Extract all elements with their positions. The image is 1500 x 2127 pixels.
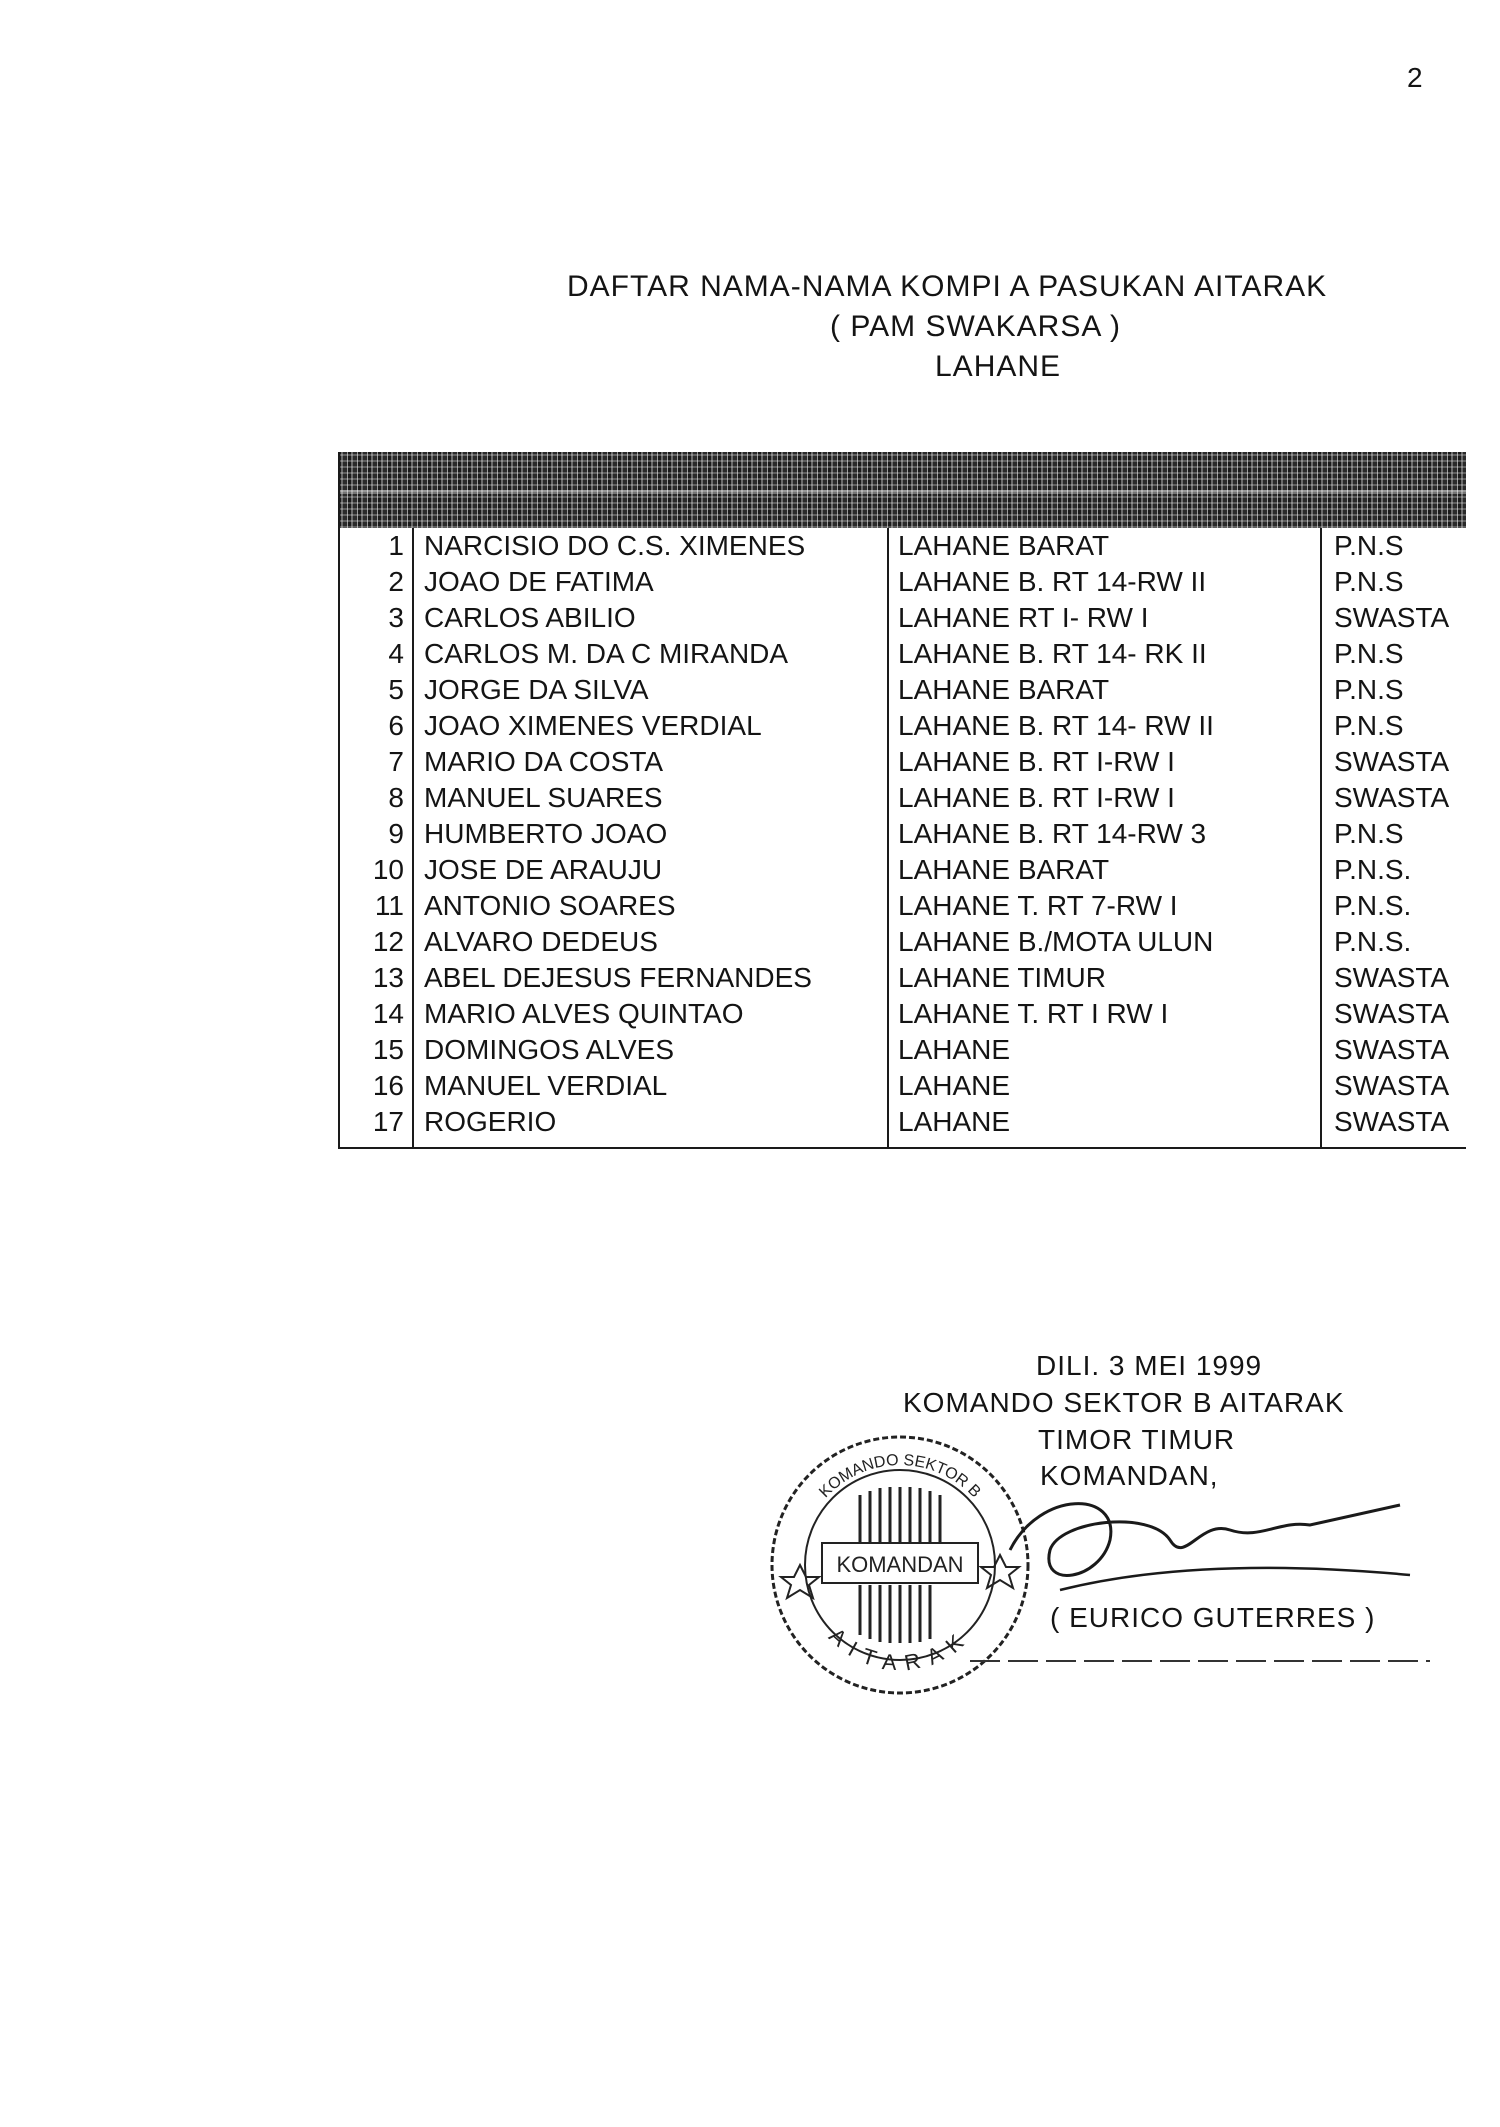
member-name: MARIO ALVES QUINTAO — [424, 998, 744, 1029]
member-address: LAHANE BARAT — [898, 854, 1110, 885]
member-name: MARIO DA COSTA — [424, 746, 664, 777]
member-address: LAHANE RT I- RW I — [898, 602, 1149, 633]
table-row — [338, 1068, 1466, 1104]
row-number: 4 — [388, 638, 404, 669]
member-address: LAHANE BARAT — [898, 530, 1110, 561]
member-name: JOAO DE FATIMA — [424, 566, 654, 597]
stamp-center-text: KOMANDAN — [836, 1552, 964, 1577]
document-subtitle: ( PAM SWAKARSA ) — [830, 310, 1122, 343]
table-bottom-border — [338, 1147, 1466, 1149]
handwritten-signature — [1000, 1480, 1420, 1620]
member-address: LAHANE T. RT 7-RW I — [898, 890, 1178, 921]
member-status: P.N.S. — [1334, 926, 1412, 957]
member-address: LAHANE B. RT I-RW I — [898, 782, 1175, 813]
member-status: SWASTA — [1334, 602, 1450, 633]
row-number: 5 — [388, 674, 404, 705]
table-row — [338, 996, 1466, 1032]
row-number: 1 — [388, 530, 404, 561]
member-name: JOSE DE ARAUJU — [424, 854, 663, 885]
member-address: LAHANE — [898, 1034, 1011, 1065]
table-body — [338, 528, 1466, 1140]
member-status: P.N.S. — [1334, 890, 1412, 921]
member-status: SWASTA — [1334, 998, 1450, 1029]
row-number: 14 — [372, 998, 404, 1029]
member-status: P.N.S. — [1334, 854, 1412, 885]
table-row — [338, 852, 1466, 888]
member-status: SWASTA — [1334, 746, 1450, 777]
stamp-bottom-text: AITARAK — [824, 1622, 976, 1676]
row-number: 8 — [388, 782, 404, 813]
member-name: CARLOS ABILIO — [424, 602, 636, 633]
member-name: NARCISIO DO C.S. XIMENES — [424, 530, 806, 561]
member-status: P.N.S — [1334, 530, 1404, 561]
row-number: 15 — [372, 1034, 404, 1065]
row-number: 2 — [388, 566, 404, 597]
row-number: 11 — [374, 890, 404, 921]
document-title: DAFTAR NAMA-NAMA KOMPI A PASUKAN AITARAK — [567, 270, 1328, 303]
table-row — [338, 1104, 1466, 1140]
member-name: CARLOS M. DA C MIRANDA — [424, 638, 789, 669]
region-name: TIMOR TIMUR — [1038, 1424, 1236, 1455]
member-address: LAHANE B. RT I-RW I — [898, 746, 1175, 777]
row-number: 13 — [372, 962, 404, 993]
table-row — [338, 924, 1466, 960]
row-number: 12 — [372, 926, 404, 957]
place-date: DILI. 3 MEI 1999 — [1036, 1350, 1263, 1381]
table-header-band — [338, 452, 1466, 528]
member-status: SWASTA — [1334, 1070, 1450, 1101]
member-address: LAHANE BARAT — [898, 674, 1110, 705]
member-name: HUMBERTO JOAO — [424, 818, 668, 849]
member-name: JOAO XIMENES VERDIAL — [424, 710, 762, 741]
member-status: P.N.S — [1334, 818, 1404, 849]
member-address: LAHANE B. RT 14- RK II — [898, 638, 1207, 669]
member-name: DOMINGOS ALVES — [424, 1034, 674, 1065]
member-name: ALVARO DEDEUS — [424, 926, 658, 957]
command-name: KOMANDO SEKTOR B AITARAK — [903, 1387, 1345, 1418]
member-status: P.N.S — [1334, 638, 1404, 669]
member-address: LAHANE B. RT 14-RW 3 — [898, 818, 1207, 849]
row-number: 10 — [372, 854, 404, 885]
table-row — [338, 636, 1466, 672]
table-row — [338, 816, 1466, 852]
table-row — [338, 708, 1466, 744]
table-row — [338, 744, 1466, 780]
star-icon — [781, 1565, 819, 1598]
member-status: SWASTA — [1334, 1034, 1450, 1065]
member-status: P.N.S — [1334, 710, 1404, 741]
member-address: LAHANE — [898, 1070, 1011, 1101]
row-number: 3 — [388, 602, 404, 633]
table-row — [338, 1032, 1466, 1068]
signer-name: ( EURICO GUTERRES ) — [1050, 1602, 1376, 1633]
document-location: LAHANE — [935, 350, 1062, 383]
member-address: LAHANE B. RT 14- RW II — [898, 710, 1214, 741]
official-stamp — [760, 1425, 1040, 1705]
member-status: SWASTA — [1334, 1106, 1450, 1137]
table-row — [338, 600, 1466, 636]
member-status: SWASTA — [1334, 782, 1450, 813]
member-name: MANUEL SUARES — [424, 782, 663, 813]
row-number: 6 — [388, 710, 404, 741]
member-name: ANTONIO SOARES — [424, 890, 676, 921]
row-number: 9 — [388, 818, 404, 849]
member-status: SWASTA — [1334, 962, 1450, 993]
stamp-top-text: KOMANDO SEKTOR B — [816, 1451, 984, 1502]
table-row — [338, 780, 1466, 816]
member-address: LAHANE — [898, 1106, 1011, 1137]
table-row — [338, 672, 1466, 708]
member-address: LAHANE B./MOTA ULUN — [898, 926, 1214, 957]
member-address: LAHANE B. RT 14-RW II — [898, 566, 1207, 597]
table-row — [338, 564, 1466, 600]
page-number: 2 — [1407, 62, 1423, 93]
row-number: 16 — [372, 1070, 404, 1101]
signer-rank: KOMANDAN, — [1040, 1460, 1219, 1491]
table-row — [338, 528, 1466, 564]
member-status: P.N.S — [1334, 566, 1404, 597]
member-table — [338, 452, 1466, 1177]
row-number: 7 — [388, 746, 404, 777]
member-status: P.N.S — [1334, 674, 1404, 705]
member-name: JORGE DA SILVA — [424, 674, 649, 705]
member-name: ABEL DEJESUS FERNANDES — [424, 962, 812, 993]
member-name: ROGERIO — [424, 1106, 557, 1137]
member-address: LAHANE T. RT I RW I — [898, 998, 1169, 1029]
row-number: 17 — [372, 1106, 404, 1137]
table-row — [338, 888, 1466, 924]
member-name: MANUEL VERDIAL — [424, 1070, 668, 1101]
table-row — [338, 960, 1466, 996]
member-address: LAHANE TIMUR — [898, 962, 1106, 993]
signature-underline — [970, 1660, 1430, 1662]
